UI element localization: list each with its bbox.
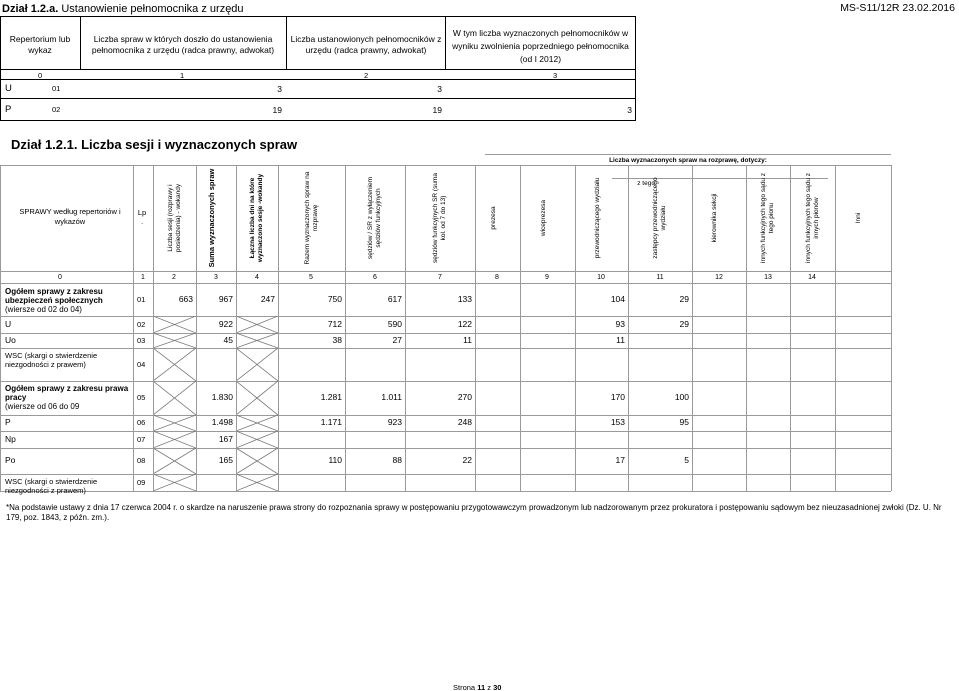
rotated-header: kierownika sekcji [711, 193, 718, 243]
table-cell: 712 [327, 318, 342, 329]
table-cell: 247 [260, 294, 275, 304]
subgroup-header: z tego: [637, 180, 657, 187]
column-number: 10 [597, 274, 605, 281]
t1-cell: 19 [432, 105, 442, 115]
page-prefix: Strona [453, 683, 476, 691]
table-row-lp: 02 [137, 319, 146, 329]
grid-line [692, 165, 693, 491]
page-sep: z [487, 683, 491, 691]
row-divider [0, 491, 891, 492]
t1-row-label: P [5, 104, 12, 115]
table-row-label [5, 287, 130, 314]
table-cell: 1.498 [211, 417, 233, 427]
column-number: 4 [255, 274, 259, 281]
t1-header-replaced: W tym liczba wyznaczonych pełnomocników w wyniku zwolnienia poprzedniego pełnomocnika (od I 2012) [452, 28, 629, 64]
table-cell: 1.281 [320, 392, 342, 402]
t1-colnum-1: 1 [180, 71, 185, 80]
table-cell: 1.011 [381, 392, 402, 402]
grid-line [236, 165, 237, 491]
row-label-text: P [5, 417, 11, 427]
column-number: 12 [715, 274, 723, 281]
grid-line [133, 165, 134, 491]
table-row-lp: 08 [137, 456, 146, 465]
rotated-header: innych funkcyjnych tego sądu z tego pionu [760, 173, 775, 263]
table-cell: 122 [457, 318, 472, 329]
rotated-header: zastępcy przewodniczącego wydziału [652, 177, 667, 259]
section-title [2, 3, 244, 15]
row-label-text: Po [5, 455, 16, 465]
crossed-cell [153, 381, 196, 415]
row-label-extra: (wiersze od 02 do 04) [5, 305, 82, 314]
table-cell: 27 [392, 334, 402, 345]
table-row-lp: 09 [137, 477, 146, 487]
t1-row-label: U [5, 83, 12, 94]
table-row-lp: 01 [137, 295, 146, 304]
table-cell: 923 [387, 417, 402, 427]
table-cell: 17 [615, 455, 625, 465]
table-cell: 11 [463, 334, 472, 345]
table-row-lp: 05 [137, 393, 146, 402]
row-label-text: WSC (skargi o stwierdzenie niezgodności z prawem) [5, 351, 98, 369]
crossed-cell [236, 448, 278, 474]
table-cell: 750 [327, 294, 342, 304]
t1-colnum-0: 0 [38, 71, 43, 80]
table-cell: 93 [615, 318, 625, 329]
rotated-header: przewodniczącego wydziału [593, 177, 601, 259]
crossed-cell [153, 448, 196, 474]
column-number: 5 [309, 274, 313, 281]
crossed-cell [153, 316, 196, 333]
table-cell: 590 [387, 318, 402, 329]
grid-line [628, 165, 629, 491]
table-cell: 45 [223, 334, 233, 345]
table-cell: 110 [328, 455, 342, 465]
row-label-text: Uo [5, 334, 16, 345]
rotated-header: sędziów / SR z wyłączeniem sędziów funkcyjnych [367, 177, 382, 259]
lp-header: Lp [137, 208, 147, 217]
rotated-header: Inni [855, 212, 862, 224]
table-row-label [5, 320, 130, 329]
table-row-label [5, 435, 130, 444]
rotated-header: wiceprezesa [539, 199, 547, 237]
section2-title: Dział 1.2.1. Liczba sesji i wyznaczonych spraw [11, 137, 298, 152]
rotated-header: Liczba sesji (rozprawy i posiedzenia) - wokandy [166, 183, 182, 253]
t1-colnum-3: 3 [553, 71, 558, 80]
rotated-header: Suma wyznaczonych spraw [207, 168, 216, 268]
grid-line [891, 165, 892, 491]
grid-line [345, 165, 346, 491]
column-number: 7 [438, 274, 442, 281]
t1-header-repertory: Repertorium lub wykaz [9, 34, 71, 55]
table-cell: 22 [462, 455, 472, 465]
t1-colnum-2: 2 [364, 71, 369, 80]
crossed-cell [153, 431, 196, 448]
crossed-cell [236, 415, 278, 431]
table-row-label [5, 336, 130, 345]
table-row-lp: 06 [137, 418, 146, 427]
table-cell: 5 [684, 455, 689, 465]
table-row-label [5, 351, 130, 369]
table-cell: 153 [610, 417, 625, 427]
grid-line [575, 165, 576, 491]
footnote: *Na podstawie ustawy z dnia 17 czerwca 2004 r. o skardze na naruszenie prawa strony do rozpoznania sprawy w postępowaniu przygotowawczym prowadzonym lub nadzorowanym przez prokuratora i postępowaniu sądowym bez nieuzasadnionej zwłoki (Dz. U. Nr 179, poz. 1843, z późn. zm.). [6, 503, 942, 522]
grid-line [475, 165, 476, 491]
crossed-cell [153, 415, 196, 431]
group-header: Liczba wyznaczonych spraw na rozprawę, dotyczy: [609, 157, 767, 164]
column-number: 11 [656, 274, 664, 281]
table-cell: 248 [457, 417, 472, 427]
grid-line [153, 165, 154, 491]
crossed-cell [153, 348, 196, 381]
row-label-extra: (wiersze od 06 do 09 [5, 402, 80, 411]
t1-row-lp: 01 [52, 84, 61, 93]
grid-line [278, 165, 279, 491]
section-subtitle: Ustanowienie pełnomocnika z urzędu [61, 3, 244, 15]
table-cell: 104 [610, 294, 625, 304]
column-number: 6 [373, 274, 377, 281]
rotated-header: innych funkcyjnych tego sądu z innych pionów [804, 173, 820, 263]
table-cell: 95 [679, 417, 689, 427]
table-cell: 1.171 [320, 417, 342, 427]
t1-cell: 3 [627, 105, 632, 115]
table-row-label [5, 418, 130, 427]
table-cell: 38 [332, 334, 342, 345]
page-total: 30 [493, 683, 502, 691]
t1-cell: 3 [277, 84, 282, 94]
table-cell: 29 [679, 318, 689, 329]
column-number: 1 [141, 274, 145, 281]
row-header: SPRAWY według repertoriów i wykazów [19, 207, 121, 226]
table-row-lp: 04 [137, 359, 146, 369]
table-cell: 617 [387, 294, 402, 304]
section-number: Dział 1.2.a. [2, 3, 59, 15]
t1-row-lp: 02 [52, 105, 61, 114]
table-cell: 133 [457, 294, 472, 304]
table-cell: 29 [679, 294, 689, 304]
grid-line [405, 165, 406, 491]
table-cell: 100 [674, 392, 689, 402]
table-cell: 922 [218, 318, 233, 329]
table-cell: 165 [218, 455, 233, 465]
table-row-lp: 07 [137, 434, 146, 444]
column-number: 14 [808, 274, 816, 281]
crossed-cell [153, 333, 196, 348]
t1-cell: 3 [437, 84, 442, 94]
crossed-cell [236, 381, 278, 415]
rotated-header: sędziów funkcyjnych SR (suma kol. od 7 do 13) [432, 173, 447, 263]
grid-line [196, 165, 197, 491]
rotated-header: Razem wyznaczonych spraw na rozprawę [303, 171, 319, 265]
grid-line [0, 165, 1, 491]
table-row-lp: 03 [137, 335, 146, 345]
t1-header-cases: Liczba spraw w których doszło do ustanowienia pełnomocnika z urzędu (radca prawny, adwokat) [91, 34, 275, 55]
crossed-cell [236, 333, 278, 348]
table-cell: 11 [616, 334, 625, 345]
form-code: MS-S11/12R 23.02.2016 [840, 2, 955, 14]
grid-line [835, 165, 836, 491]
row-label-text: WSC (skargi o stwierdzenie niezgodności z prawem) [5, 477, 98, 495]
column-number: 0 [58, 274, 62, 281]
table-cell: 1.830 [211, 392, 233, 402]
crossed-cell [236, 348, 278, 381]
page-current: 11 [477, 683, 486, 691]
table-row-label [5, 384, 130, 411]
table-cell: 170 [610, 392, 625, 402]
column-number: 8 [495, 274, 499, 281]
page-number [453, 683, 501, 691]
column-number: 9 [545, 274, 549, 281]
row-label-text: Ogółem sprawy z zakresu ubezpieczeń społecznych [5, 287, 103, 305]
row-label-text: Ogółem sprawy z zakresu prawa pracy [5, 384, 129, 402]
crossed-cell [236, 474, 278, 491]
table-cell: 270 [457, 392, 472, 402]
row-label-text: Np [5, 433, 16, 444]
crossed-cell [236, 431, 278, 448]
t1-cell: 19 [272, 105, 282, 115]
rotated-header: Łączna liczba dni na które wyznaczono sesje -wokandy [249, 173, 264, 263]
table-row-label [5, 456, 130, 465]
grid-line [746, 165, 747, 491]
table-cell: 663 [178, 294, 193, 304]
table-cell: 167 [218, 433, 233, 444]
crossed-cell [153, 474, 196, 491]
rotated-header: prezesa [489, 206, 497, 230]
table-cell: 88 [392, 455, 402, 465]
grid-line [520, 165, 521, 491]
table-cell: 967 [218, 294, 233, 304]
column-number: 3 [214, 274, 218, 281]
table-row-label [5, 477, 130, 495]
crossed-cell [236, 316, 278, 333]
column-number: 2 [172, 274, 176, 281]
t1-header-appointed: Liczba ustanowionych pełnomocników z urzędu (radca prawny, adwokat) [290, 34, 442, 55]
column-number: 13 [764, 274, 772, 281]
grid-line [790, 165, 791, 491]
row-label-text: U [5, 318, 12, 329]
